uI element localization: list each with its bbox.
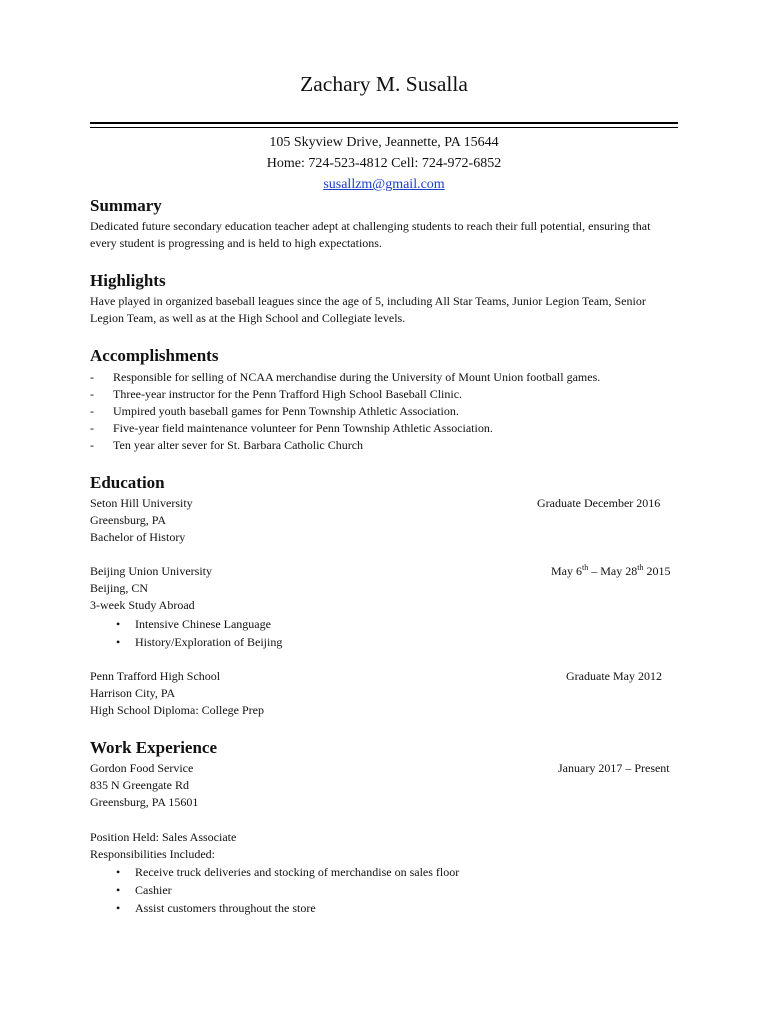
school-name: Beijing Union University — [90, 564, 212, 578]
graduation-date: Graduate December 2016 — [537, 496, 661, 510]
education-heading: Education — [90, 473, 165, 492]
summary-text-line1: Dedicated future secondary education teacher adept at challenging students to reach their full potential, ensuring that — [90, 219, 651, 233]
bullet-dot: • — [116, 617, 121, 631]
program: 3-week Study Abroad — [90, 598, 195, 612]
employer-street: 835 N Greengate Rd — [90, 778, 189, 792]
accomplishment-item: Three-year instructor for the Penn Trafford High School Baseball Clinic. — [113, 387, 463, 401]
list-marker: - — [90, 421, 94, 435]
highlights-heading: Highlights — [90, 271, 166, 290]
list-marker: - — [90, 438, 94, 452]
position-held: Position Held: Sales Associate — [90, 830, 237, 844]
school-location: Greensburg, PA — [90, 513, 167, 527]
list-marker: - — [90, 404, 94, 418]
date-year: 2015 — [643, 564, 671, 578]
degree: Bachelor of History — [90, 530, 186, 544]
accomplishments-heading: Accomplishments — [90, 346, 219, 365]
bullet-dot: • — [116, 883, 121, 897]
ordinal-suffix: th — [582, 563, 589, 572]
accomplishment-item: Five-year field maintenance volunteer for Penn Township Athletic Association. — [113, 421, 493, 435]
responsibility-item: Receive truck deliveries and stocking of merchandise on sales floor — [135, 865, 460, 879]
responsibility-item: Assist customers throughout the store — [135, 901, 316, 915]
program-bullet: Intensive Chinese Language — [135, 617, 271, 631]
list-marker: - — [90, 370, 94, 384]
school-name: Seton Hill University — [90, 496, 193, 510]
ordinal-suffix: th — [637, 563, 644, 572]
contact-address: 105 Skyview Drive, Jeannette, PA 15644 — [269, 135, 499, 150]
summary-text-line2: every student is progressing and is held to high expectations. — [90, 236, 382, 250]
highlights-text-line1: Have played in organized baseball leagues since the age of 5, including All Star Teams, Junior Legion Team, Senior — [90, 294, 646, 308]
bullet-dot: • — [116, 635, 121, 649]
bullet-dot: • — [116, 901, 121, 915]
graduation-date: Graduate May 2012 — [566, 669, 662, 683]
school-location: Harrison City, PA — [90, 686, 176, 700]
accomplishment-item: Responsible for selling of NCAA merchandise during the University of Mount Union football games. — [113, 370, 601, 384]
list-marker: - — [90, 387, 94, 401]
degree: High School Diploma: College Prep — [90, 703, 264, 717]
employer-name: Gordon Food Service — [90, 761, 194, 775]
date-start: May 6 — [551, 564, 582, 578]
header-rule-thick — [90, 122, 678, 124]
accomplishment-item: Umpired youth baseball games for Penn Township Athletic Association. — [113, 404, 459, 418]
study-abroad-dates — [551, 563, 670, 581]
school-name: Penn Trafford High School — [90, 669, 221, 683]
accomplishment-item: Ten year alter sever for St. Barbara Catholic Church — [113, 438, 364, 452]
program-bullet: History/Exploration of Beijing — [135, 635, 283, 649]
header-rule-thin — [90, 127, 678, 128]
school-location: Beijing, CN — [90, 581, 149, 595]
candidate-name: Zachary M. Susalla — [300, 72, 468, 96]
summary-heading: Summary — [90, 196, 162, 215]
email-link[interactable]: susallzm@gmail.com — [323, 177, 445, 192]
contact-phones: Home: 724-523-4812 Cell: 724-972-6852 — [266, 156, 502, 171]
date-end: – May 28 — [588, 564, 638, 578]
employment-dates: January 2017 – Present — [558, 761, 670, 775]
contact-email-line — [0, 175, 768, 195]
highlights-text-line2: Legion Team, as well as at the High School and Collegiate levels. — [90, 311, 406, 325]
responsibility-item: Cashier — [135, 883, 172, 897]
work-experience-heading: Work Experience — [90, 738, 218, 757]
responsibilities-label: Responsibilities Included: — [90, 847, 215, 861]
bullet-dot: • — [116, 865, 121, 879]
employer-city: Greensburg, PA 15601 — [90, 795, 199, 809]
